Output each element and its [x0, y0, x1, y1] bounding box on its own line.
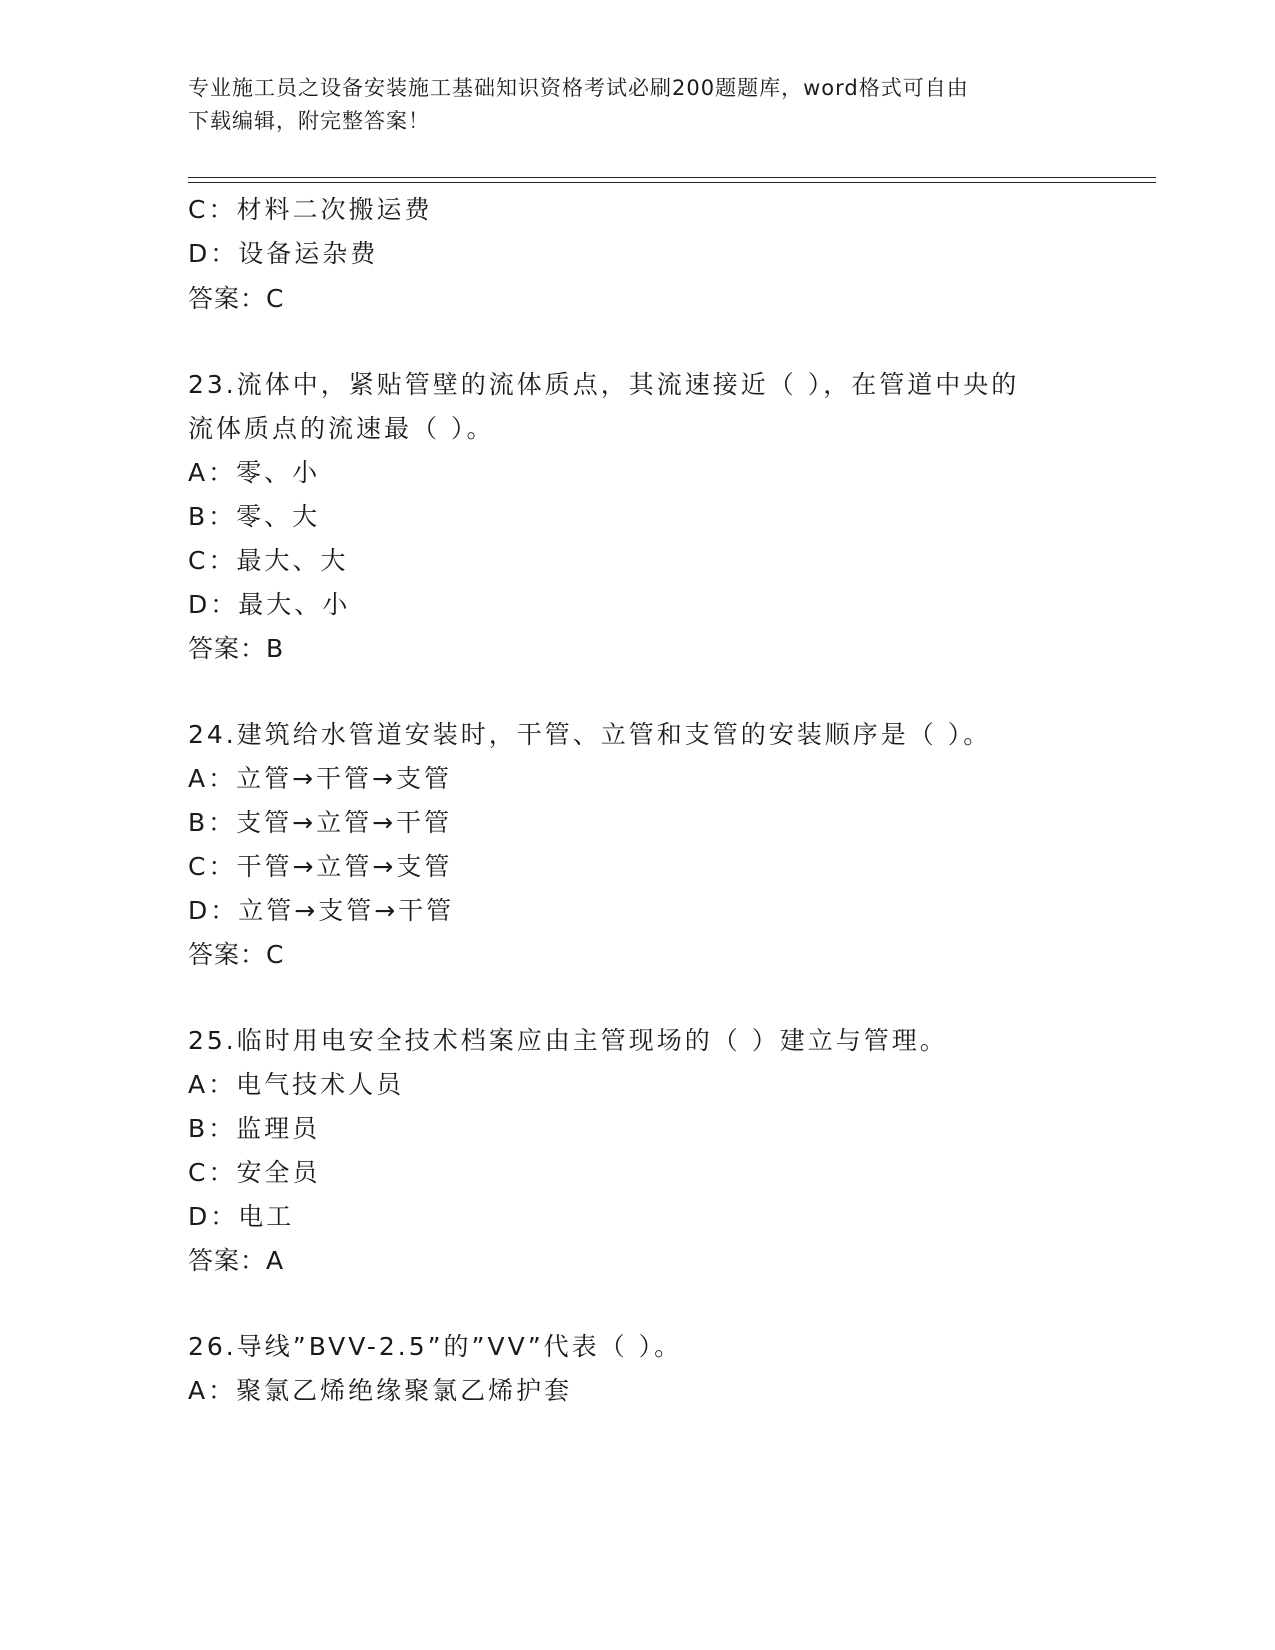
question-24-option-c: C：干管→立管→支管: [188, 852, 453, 881]
header-line-2: 下载编辑，附完整答案！: [188, 109, 430, 133]
question-25-option-d: D：电工: [188, 1202, 295, 1231]
question-25-text: 25.临时用电安全技术档案应由主管现场的（ ）建立与管理。: [188, 1026, 948, 1055]
question-23-text: 23.流体中，紧贴管壁的流体质点，其流速接近（ ），在管道中央的: [188, 370, 1020, 399]
question-23-option-a: A：零、小: [188, 458, 321, 487]
question-23-option-d: D：最大、小: [188, 590, 351, 619]
question-26-option-a: A：聚氯乙烯绝缘聚氯乙烯护套: [188, 1376, 573, 1405]
question-24-option-b: B：支管→立管→干管: [188, 808, 453, 837]
question-25-option-a: A：电气技术人员: [188, 1070, 405, 1099]
question-23-answer: 答案：B: [188, 634, 285, 663]
header-divider-top: [188, 177, 1156, 178]
question-25-option-b: B：监理员: [188, 1114, 321, 1143]
question-24-option-d: D：立管→支管→干管: [188, 896, 455, 925]
question-25-answer: 答案：A: [188, 1246, 285, 1275]
question-25-option-c: C：安全员: [188, 1158, 321, 1187]
question-24-option-a: A：立管→干管→支管: [188, 764, 452, 793]
question-23-text-continued: 流体质点的流速最（ ）。: [188, 414, 495, 443]
header-line-1: 专业施工员之设备安装施工基础知识资格考试必刷200题题库，word格式可自由: [188, 76, 969, 100]
question-24-answer: 答案：C: [188, 940, 285, 969]
option-d: D：设备运杂费: [188, 239, 379, 268]
header-divider-bottom: [188, 182, 1156, 183]
question-23-option-b: B：零、大: [188, 502, 321, 531]
question-23-option-c: C：最大、大: [188, 546, 349, 575]
answer: 答案：C: [188, 284, 285, 313]
document-header: [188, 72, 1088, 138]
option-c: C：材料二次搬运费: [188, 195, 433, 224]
question-26-text: 26.导线”BVV-2.5”的”VV”代表（ ）。: [188, 1332, 683, 1361]
question-24-text: 24.建筑给水管道安装时，干管、立管和支管的安装顺序是（ ）。: [188, 720, 992, 749]
